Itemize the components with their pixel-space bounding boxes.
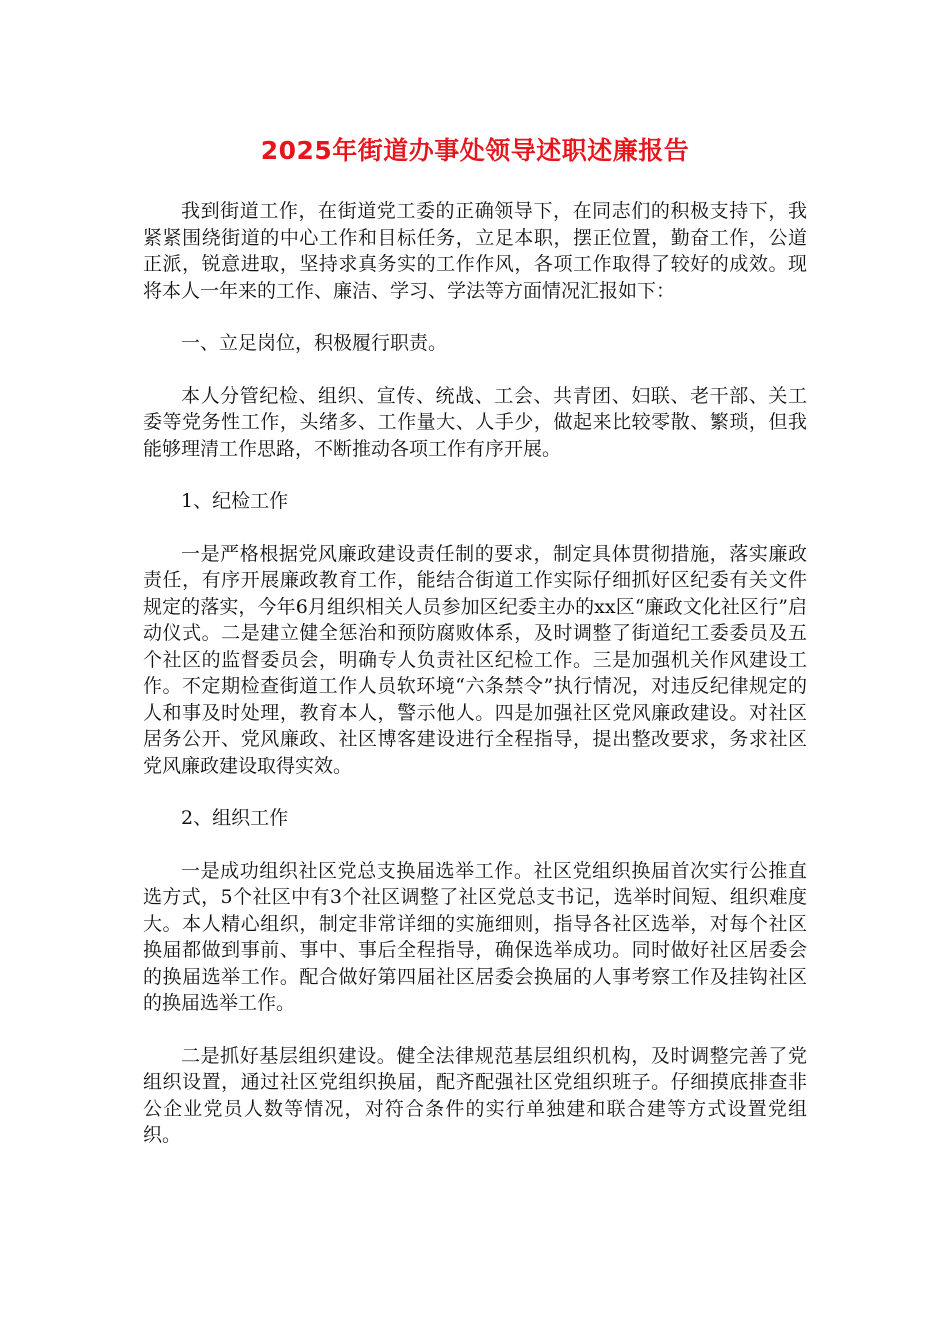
section-heading-1: 一、立足岗位，积极履行职责。: [181, 332, 448, 354]
subsection-heading-discipline: 1、纪检工作: [181, 490, 289, 512]
paragraph-discipline: 一是严格根据党风廉政建设责任制的要求，制定具体贯彻措施，落实廉政责任，有序开展廉政教育工作，能结合街道工作实际仔细抓好区纪委有关文件规定的落实，今年6月组织相关人员参加区纪委主办的xx区“廉政文化社区行”启动仪式。二是建立健全惩治和预防腐败体系，及时调整了街道纪工委委员及五个社区的监督委员会，明确专人负责社区纪检工作。三是加强机关作风建设工作。不定期检查街道工作人员软环境“六条禁令”执行情况，对违反纪律规定的人和事及时处理，教育本人，警示他人。四是加强社区党风廉政建设。对社区居务公开、党风廉政、社区博客建设进行全程指导，提出整改要求，务求社区党风廉政建设取得实效。: [143, 542, 807, 777]
document-title: 2025年街道办事处领导述职述廉报告: [260, 136, 690, 165]
paragraph-organization-election: 一是成功组织社区党总支换届选举工作。社区党组织换届首次实行公推直选方式，5个社区中有3个社区调整了社区党总支书记，选举时间短、组织难度大。本人精心组织，制定非常详细的实施细则，指导各社区选举，对每个社区换届都做到事前、事中、事后全程指导，确保选举成功。同时做好社区居委会的换届选举工作。配合做好第四届社区居委会换届的人事考察工作及挂钩社区的换届选举工作。: [143, 859, 807, 1014]
paragraph-intro: 我到街道工作，在街道党工委的正确领导下，在同志们的积极支持下，我紧紧围绕街道的中心工作和目标任务，立足本职，摆正位置，勤奋工作，公道正派，锐意进取，坚持求真务实的工作作风，各项工作取得了较好的成效。现将本人一年来的工作、廉洁、学习、学法等方面情况汇报如下：: [143, 200, 807, 302]
paragraph-responsibilities: 本人分管纪检、组织、宣传、统战、工会、共青团、妇联、老干部、关工委等党务性工作，头绪多、工作量大、人手少，做起来比较零散、繁琐，但我能够理清工作思路，不断推动各项工作有序开展。: [143, 384, 807, 460]
paragraph-organization-grassroots: 二是抓好基层组织建设。健全法律规范基层组织机构，及时调整完善了党组织设置，通过社区党组织换届，配齐配强社区党组织班子。仔细摸底排查非公企业党员人数等情况，对符合条件的实行单独建和联合建等方式设置党组织。: [143, 1044, 807, 1146]
document-body: [143, 198, 807, 1175]
subsection-heading-organization: 2、组织工作: [181, 807, 289, 829]
